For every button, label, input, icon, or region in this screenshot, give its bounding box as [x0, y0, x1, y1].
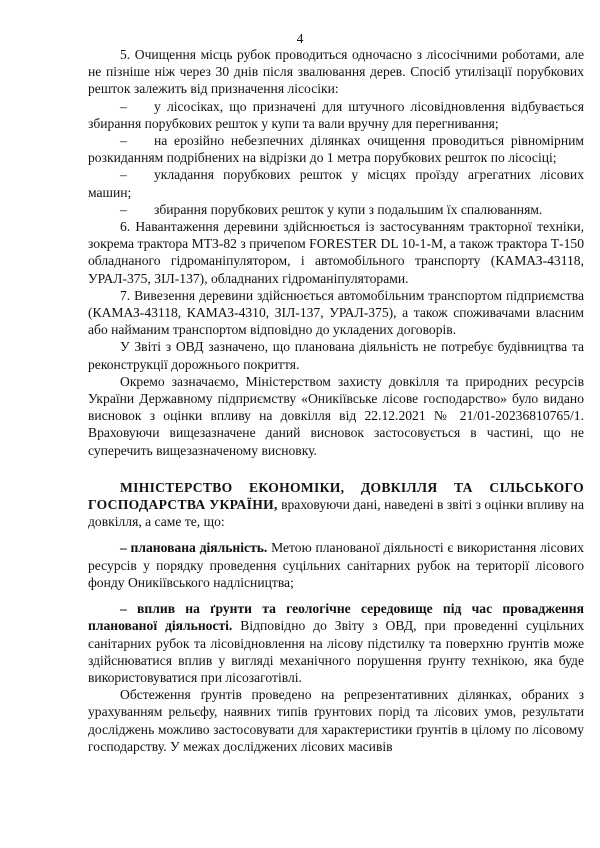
paragraph-item-7: 7. Вивезення деревини здійснюється автомобільним транспортом підприємства (КАМАЗ-43118, КАМАЗ-4310, ЗІЛ-137, УРАЛ-375), а також споживачами власним або найманим транспортом відповідно до укладених договорів.	[88, 287, 584, 338]
paragraph-ovd-note: У Звіті з ОВД зазначено, що планована діяльність не потребує будівництва та реконструкції дорожнього покриття.	[88, 339, 584, 372]
list-item-3	[88, 166, 584, 200]
list-item-text: на ерозійно небезпечних ділянках очищення проводиться рівномірним розкиданням подрібнених на відрізки до 1 метра порубкових решток по лісосіці;	[88, 133, 584, 166]
soil-impact-text: Відповідно до Звіту з ОВД, при проведенні суцільних санітарних рубок та лісовідновлення на лісову підстилку та поверхню ґрунтів може здійснюватися вплив у вигляді механічного порушення ґрунту технікою, яка буде використовуватися при лісозаготівлі.	[88, 618, 585, 685]
list-item-4	[88, 201, 584, 218]
paragraph-previous-conclusion: Окремо зазначаємо, Міністерством захисту довкілля та природних ресурсів України Державному підприємству «Оникіївське лісове господарство» було видано висновок з оцінки впливу на довкілля від 22.12.2021 № 21/01-20236810765/1. Враховуючи вищезазначене даний висновок застосовується в частині, що не суперечить вищезазначеному висновку.	[88, 373, 584, 458]
dash-marker: –	[120, 167, 127, 183]
paragraph-soil-survey: Обстеження ґрунтів проведено на репрезентативних ділянках, обраних з урахуванням рельєфу, наявних типів ґрунтових порід та лісових умов, результати досліджень можливо застосовувати для характеристики ґрунтів в цілому по лісовому господарству. У межах досліджених лісових масивів	[88, 687, 584, 754]
ministry-statement-text: враховуючи дані, наведені в звіті з оцінки впливу на довкілля, а саме те, що:	[88, 497, 584, 530]
ministry-name: МІНІСТЕРСТВО ЕКОНОМІКИ, ДОВКІЛЛЯ ТА СІЛЬСЬКОГО ГОСПОДАРСТВА УКРАЇНИ,	[88, 479, 584, 513]
dash-marker: –	[120, 98, 127, 114]
soil-impact-heading: – вплив на ґрунти та геологічне середовище під час провадження планованої діяльності.	[88, 601, 584, 634]
paragraph-item-6: 6. Навантаження деревини здійснюється із застосуванням тракторної техніки, зокрема трактора МТЗ-82 з причепом FORESTER DL 10-1-М, а також трактора Т-150 обладнаного гідроманіпулятором, і автомобільного транспорту (КАМАЗ-43118, УРАЛ-375, ЗІЛ-137), обладнаних гідроманіпуляторами.	[88, 219, 584, 286]
list-item-text: укладання порубкових решток у місцях проїзду агрегатних лісових машин;	[88, 167, 584, 200]
page-number: 4	[296, 31, 304, 46]
document-body	[88, 46, 584, 755]
list-item-1	[88, 98, 584, 132]
planned-activity-heading: – планована діяльність.	[120, 540, 268, 556]
dash-marker: –	[120, 133, 127, 149]
list-item-text: збирання порубкових решток у купи з подальшим їх спалюванням.	[154, 201, 543, 217]
soil-impact-item	[88, 600, 584, 686]
ministry-statement	[88, 479, 584, 531]
planned-activity-item	[88, 539, 584, 591]
dash-marker: –	[120, 201, 127, 217]
list-item-text: у лісосіках, що призначені для штучного лісовідновлення відбувається збирання порубкових решток у купи та вали вручну для перегнивання;	[88, 98, 584, 131]
paragraph-item-5: 5. Очищення місць рубок проводиться одночасно з лісосічними роботами, але не пізніше ніж через 30 днів після звалювання дерев. Спосіб утилізації порубкових решток залежить від призначення лісосіки:	[88, 47, 584, 97]
list-item-2	[88, 132, 584, 166]
planned-activity-text: Метою планованої діяльності є використання лісових ресурсів у порядку проведення суцільних санітарних рубок на території лісового фонду Оникіївського надлісництва;	[88, 540, 585, 590]
